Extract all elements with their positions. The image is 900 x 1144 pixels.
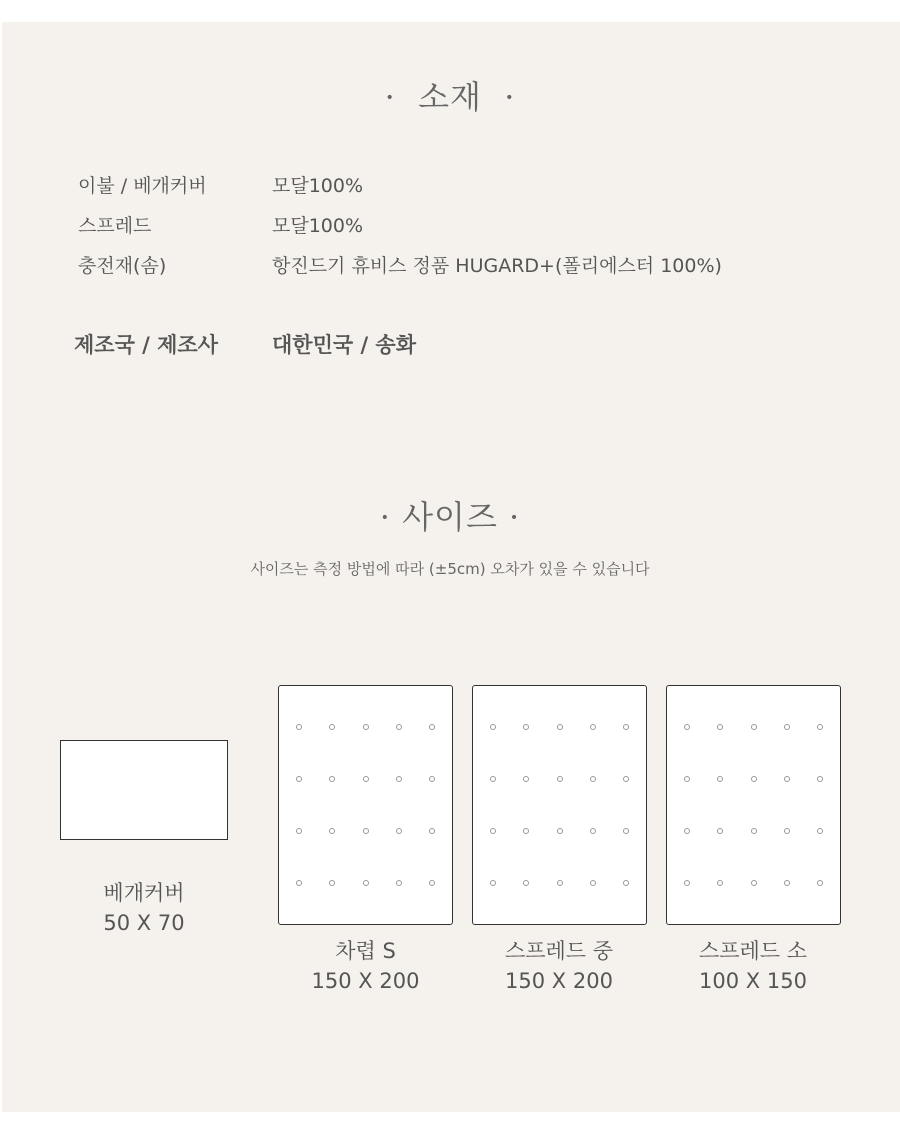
material-value: 항진드기 휴비스 정품 HUGARD+(폴리에스터 100%)	[272, 255, 722, 277]
size-item-name: 차렵 S	[335, 939, 396, 963]
quilting-dot	[784, 828, 790, 834]
quilting-dot	[784, 880, 790, 886]
quilting-dot	[329, 880, 335, 886]
quilting-dot	[717, 828, 723, 834]
quilting-dot	[363, 828, 369, 834]
maker-label: 제조국 / 제조사	[74, 333, 219, 357]
quilting-dot	[363, 880, 369, 886]
material-label: 충전재(솜)	[78, 255, 167, 277]
quilting-dot	[684, 880, 690, 886]
material-value: 모달100%	[272, 215, 364, 237]
spread-medium-diagram	[472, 685, 647, 925]
quilting-dot	[363, 776, 369, 782]
quilting-dot	[296, 880, 302, 886]
quilting-dot	[623, 880, 629, 886]
quilting-dot	[490, 880, 496, 886]
quilting-dot	[751, 776, 757, 782]
quilting-dot	[557, 880, 563, 886]
quilting-dot	[523, 724, 529, 730]
quilting-dot	[523, 828, 529, 834]
quilting-dot	[590, 880, 596, 886]
size-item-dims: 150 X 200	[311, 969, 420, 993]
quilting-dot	[296, 776, 302, 782]
size-caption-spread-medium	[466, 936, 652, 996]
quilting-dot	[557, 776, 563, 782]
size-caption-spread-small	[660, 936, 846, 996]
quilting-dot	[329, 776, 335, 782]
quilting-dot	[684, 724, 690, 730]
material-section-title: · 소재 ·	[384, 78, 516, 116]
quilting-dot	[717, 880, 723, 886]
size-item-name: 베개커버	[103, 881, 185, 905]
quilting-dot	[590, 724, 596, 730]
quilting-dot	[490, 724, 496, 730]
quilting-dot	[751, 828, 757, 834]
quilting-dot	[396, 880, 402, 886]
quilting-dot	[396, 828, 402, 834]
quilting-dot	[717, 776, 723, 782]
material-label: 스프레드	[78, 215, 152, 237]
size-item-dims: 150 X 200	[505, 969, 613, 993]
quilting-dot	[784, 776, 790, 782]
quilting-dot	[396, 724, 402, 730]
quilting-dot	[429, 724, 435, 730]
quilting-dot	[329, 724, 335, 730]
quilting-dot	[684, 776, 690, 782]
quilting-dot	[751, 880, 757, 886]
quilting-dot	[623, 828, 629, 834]
quilting-dot	[751, 724, 757, 730]
size-caption-quilt-s	[278, 936, 453, 996]
size-section-title: · 사이즈 ·	[379, 498, 521, 536]
quilting-dot	[296, 724, 302, 730]
quilting-dot	[817, 776, 823, 782]
quilting-dot	[523, 776, 529, 782]
quilting-dot	[784, 724, 790, 730]
material-value: 모달100%	[272, 175, 364, 197]
material-label: 이불 / 베개커버	[78, 175, 207, 197]
maker-value: 대한민국 / 송화	[272, 333, 417, 357]
quilting-dot	[490, 828, 496, 834]
quilting-dot	[396, 776, 402, 782]
size-item-dims: 100 X 150	[699, 969, 807, 993]
quilting-dot	[557, 828, 563, 834]
quilting-dot	[817, 724, 823, 730]
quilting-dot	[717, 724, 723, 730]
quilting-dot	[296, 828, 302, 834]
quilting-dot	[623, 724, 629, 730]
quilting-dot	[329, 828, 335, 834]
size-item-name: 스프레드 소	[698, 939, 808, 963]
quilting-dot	[817, 880, 823, 886]
size-item-name: 스프레드 중	[504, 939, 614, 963]
quilting-dot	[429, 776, 435, 782]
size-note: 사이즈는 측정 방법에 따라 (±5cm) 오차가 있을 수 있습니다	[250, 560, 650, 578]
quilting-dot	[623, 776, 629, 782]
quilting-dot	[523, 880, 529, 886]
quilting-dot	[429, 828, 435, 834]
size-item-dims: 50 X 70	[103, 911, 185, 935]
quilting-dot	[590, 776, 596, 782]
quilt-s-diagram	[278, 685, 453, 925]
quilting-dot	[363, 724, 369, 730]
quilting-dot	[590, 828, 596, 834]
pillowcase-diagram	[60, 740, 228, 840]
quilting-dot	[429, 880, 435, 886]
quilting-dot	[817, 828, 823, 834]
quilting-dot	[557, 724, 563, 730]
quilting-dot	[684, 828, 690, 834]
size-caption-pillowcase	[60, 878, 228, 938]
quilting-dot	[490, 776, 496, 782]
spread-small-diagram	[666, 685, 841, 925]
